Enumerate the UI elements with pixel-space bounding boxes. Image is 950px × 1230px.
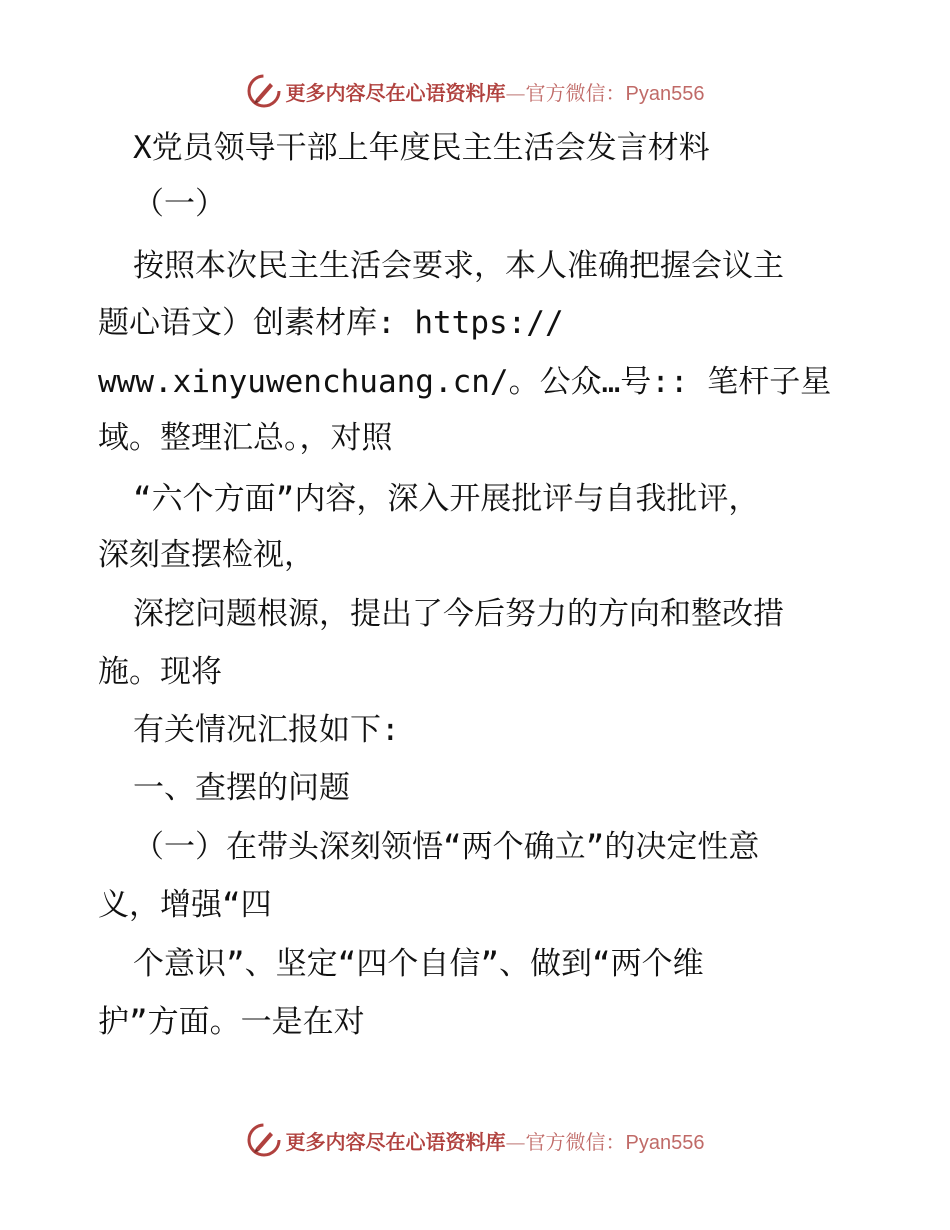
paragraph-line: 个意识”、坚定“四个自信”、做到“两个维 [133, 946, 704, 982]
paragraph-line: “六个方面”内容，深入开展批评与自我批评， [133, 481, 760, 517]
paragraph-line: 有关情况汇报如下: [133, 712, 400, 748]
paragraph-line: （一） [133, 186, 226, 222]
paragraph-line: 深挖问题根源，提出了今后努力的方向和整改措 [133, 596, 784, 632]
paragraph-line: 题心语文）创素材库: https:// [98, 305, 564, 341]
section-heading: 一、查摆的问题 [133, 770, 350, 806]
paragraph-line: www.xinyuwenchuang.cn/。公众…号:: 笔杆子星 [98, 364, 832, 400]
paragraph-line: 深刻查摆检视， [98, 537, 315, 573]
pen-logo-icon [246, 73, 282, 109]
banner-text: 更多内容尽在心语资料库—官方微信：Pyan556 [285, 80, 705, 105]
paragraph-line: 域。整理汇总。，对照 [98, 420, 393, 456]
paragraph-line: 按照本次民主生活会要求，本人准确把握会议主 [133, 248, 784, 284]
document-title: X党员领导干部上年度民主生活会发言材料 [133, 130, 710, 166]
paragraph-line: 护”方面。一是在对 [98, 1004, 365, 1040]
pen-logo-icon [246, 1122, 282, 1158]
header-banner [0, 71, 950, 111]
banner-text: 更多内容尽在心语资料库—官方微信：Pyan556 [285, 1129, 705, 1154]
paragraph-line: （一）在带头深刻领悟“两个确立”的决定性意 [133, 829, 760, 865]
paragraph-line: 施。现将 [98, 654, 222, 690]
footer-banner [0, 1120, 950, 1160]
paragraph-line: 义，增强“四 [98, 887, 272, 923]
